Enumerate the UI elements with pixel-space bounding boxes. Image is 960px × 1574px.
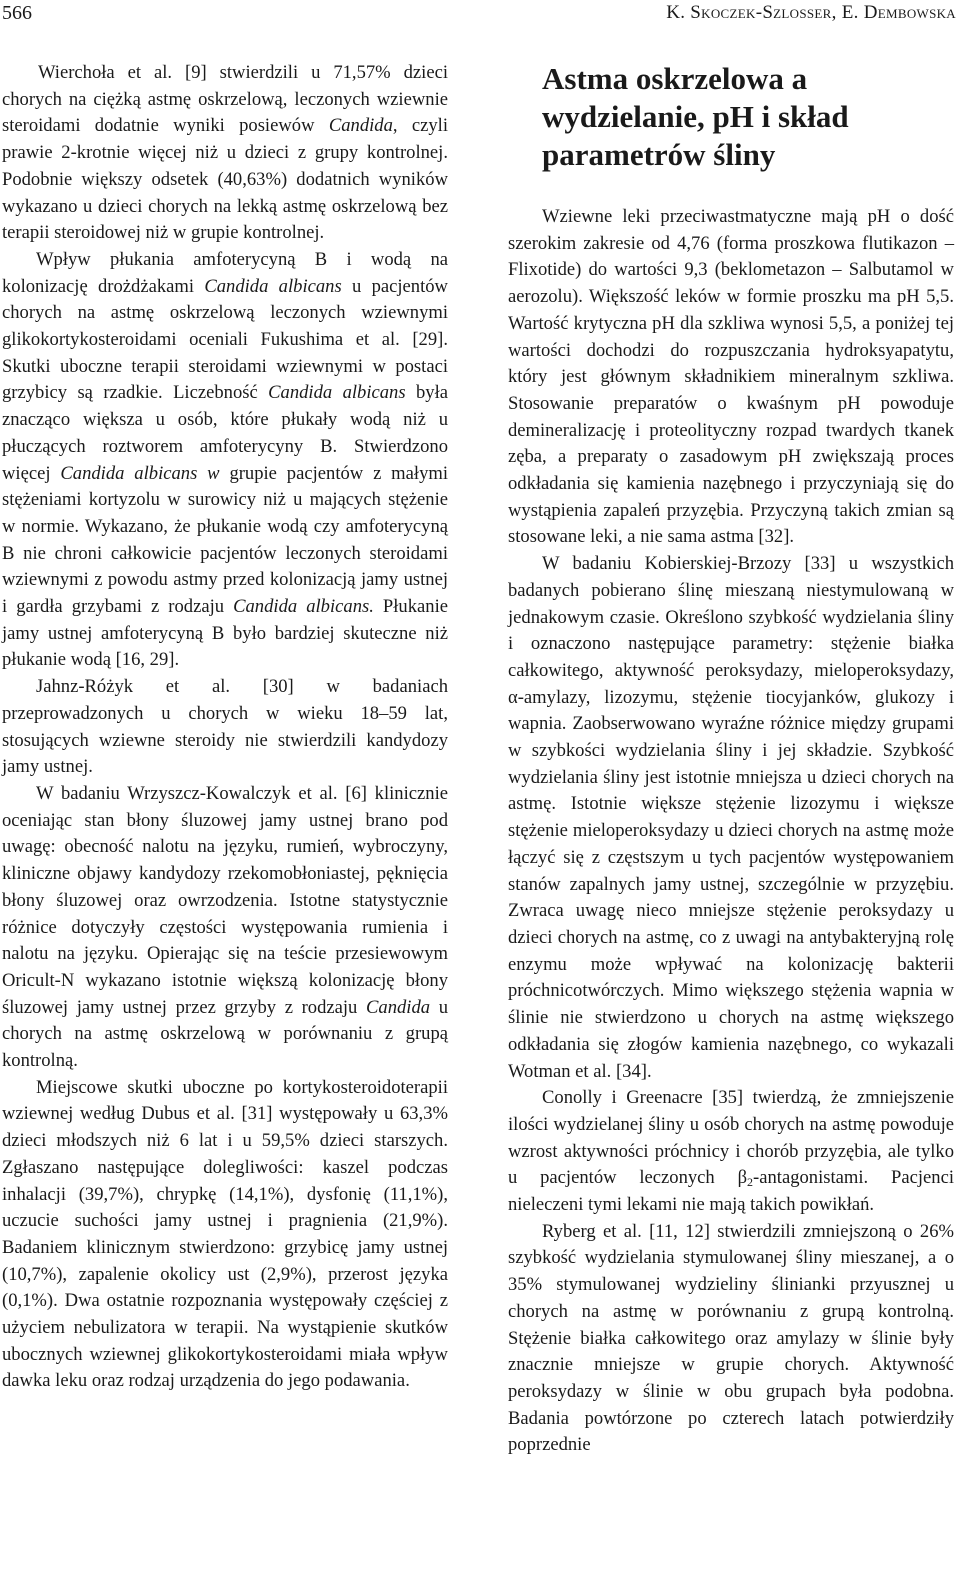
paragraph-conolly-greenacre: Conolly i Greenacre [35] twierdzą, że zmniejszenie ilości wydzielanej śliny u osób chorych na astmę powoduje wzrost aktywności próchnicy i chorób przyzębia, ale tylko u pacjentów leczonych $\beta_2$-antagonistami. Pacjenci nieleczeni tymi lekami nie mają takich powikłań.: [508, 1087, 954, 1216]
paragraph-ryberg: Ryberg et al. [11, 12] stwierdzili zmniejszoną o 26% szybkość wydzielania stymulowanej śliny mieszanej, a o 35% stymulowanej wydzieliny ślinianki przyusznej u chorych na astmę w porównaniu z grupą kontrolną. Stężenie białka całkowitego oraz amylazy w ślinie były znacznie mniejsze w grupie chorych. Aktywność peroksydazy w ślinie w obu grupach była podobna. Badania powtórzone po czterech latach potwierdziły poprzednie: [508, 1220, 954, 1456]
paragraph-wierchola: Wierchoła et al. [9] stwierdzili u 71,57% dzieci chorych na ciężką astmę oskrzelową, leczonych wziewnie steroidami dodatnie wyniki posiewów Candida, czyli prawie 2-krotnie więcej niż u dzieci z grupy kontrolnej. Podobnie większy odsetek (40,63%) dodatnich wyników wykazano u dzieci chorych na lekką astmę oskrzelową bez terapii steroidowej niż w grupie kontrolnej.: [2, 62, 448, 244]
page-number: 566: [2, 2, 32, 24]
paragraph-dubus: Miejscowe skutki uboczne po kortykosteroidoterapii wziewnej według Dubus et al. [31] występowały u 63,3% dzieci młodszych niż 6 lat i u 59,5% dzieci starszych. Zgłaszano następujące dolegliwości: kaszel podczas inhalacji (39,7%), chrypkę (14,1%), dysfonię (11,1%), uczucie suchości jamy ustnej i pragnienia (21,9%). Badaniem klinicznym stwierdzono: grzybicę jamy ustnej (10,7%), zapalenie okolicy ust (2,9%), przerost języka (0,1%). Dwa ostatnie rozpoznania występowały częściej z użyciem nebulizatora w terapii. Na wystąpienie skutków ubocznych wziewnej glikokortykosteroidami miała wpływ dawka leku oraz rodzaj urządzenia do jego podawania.: [2, 1076, 448, 1392]
section-heading: Astma oskrzelowa a wydzielanie, pH i skład parametrów śliny: [542, 61, 849, 172]
running-header: [2, 0, 956, 26]
paragraph-jahnz-rozyk: Jahnz-Różyk et al. [30] w badaniach przeprowadzonych u chorych w wieku 18–59 lat, stosujących wziewne steroidy nie stwierdzili kandydozy jamy ustnej.: [2, 676, 448, 778]
paragraph-fukushima: Wpływ płukania amfoterycyną B i wodą na kolonizację drożdżakami Candida albicans u pacjentów chorych na astmę oskrzelową leczonych wziewnymi glikokortykosteroidami oceniali Fukushima et al. [29]. Skutki uboczne terapii steroidami wziewnymi w postaci grzybicy są rzadkie. Liczebność Candida albicans była znacząco większa u osób, które płukały wodą niż u płuczących roztworem amfoterycyny B. Stwierdzono więcej Candida albicans w grupie pacjentów z małymi stężeniami kortyzolu w surowicy niż u mających stężenie w normie. Wykazano, że płukanie wodą czy amfoterycyną B nie chroni całkowicie pacjentów leczonych steroidami wziewnymi z powodu astmy przed kolonizacją jamy ustnej i gardła grzybami z rodzaju Candida albicans. Płukanie jamy ustnej amfoterycyną B było bardziej skuteczne niż płukanie wodą [16, 29].: [2, 248, 448, 671]
right-column: [508, 60, 954, 1459]
running-header-authors: K. Skoczek-Szlosser, E. Dembowska: [666, 2, 956, 23]
paragraph-kobierska-brzoza: W badaniu Kobierskiej-Brzozy [33] u wszystkich badanych pobierano ślinę mieszaną niestymulowaną w jednakowym czasie. Określono szybkość wydzielania śliny i oznaczono następujące parametry: stężenie białka całkowitego, aktywność peroksydazy, mieloperoksydazy, α-amylazy, lizozymu, stężenie tiocyjanków, glukozy i wapnia. Zaobserwowano wyraźne różnice między grupami w szybkości wydzielania śliny i jej składzie. Szybkość wydzielania śliny jest istotnie mniejsza u dzieci chorych na astmę. Istotnie większe stężenie lizozymu i większe stężenie mieloperoksydazy u dzieci chorych na astmę może łączyć się z częstszym u tych pacjentów występowaniem stanów zapalnych jamy ustnej, szczególnie w przyzębiu. Zwraca uwagę nieco mniejsze stężenie peroksydazy u dzieci chorych na astmę, co z uwagi na antybakteryjną rolę enzymu może wpływać na kolonizację bakterii próchnicotwórczych. Mimo większego stężenia wapnia w ślinie nie stwierdzono u chorych na astmę większego odkładania się złogów kamienia nazębnego, co wykazali Wotman et al. [34].: [508, 553, 954, 1082]
left-column: [2, 60, 448, 1395]
paragraph-wrzyszcz-kowalczyk: W badaniu Wrzyszcz-Kowalczyk et al. [6] klinicznie oceniając stan błony śluzowej jamy ustnej brano pod uwagę: obecność nalotu na języku, rumień, wybroczyny, kliniczne objawy kandydozy rzekomobłoniastej, pęknięcia błony śluzowej oraz owrzodzenia. Istotne statystycznie różnice dotyczyły częstości występowania rumienia i nalotu na języku. Opierając się na teście przesiewowym Oricult-N wykazano istotnie większą kolonizację błony śluzowej jamy ustnej przez grzyby z rodzaju Candida u chorych na astmę oskrzelową w porównaniu z grupą kontrolną.: [2, 782, 448, 1072]
paragraph-inhaled-drugs-ph: Wziewne leki przeciwastmatyczne mają pH o dość szerokim zakresie od 4,76 (forma proszkowa flutikazon – Flixotide) do wartości 9,3 (beklometazon – Salbutamol w aerozolu). Większość leków w formie proszku ma pH 5,5. Wartość krytyczna pH dla szkliwa wynosi 5,5, a poniżej tej wartości dochodzi do rozpuszczania hydroksyapatytu, który jest głównym składnikiem mineralnym szkliwa. Stosowanie preparatów o kwaśnym pH powoduje demineralizację i proteolityczny rozpad twardych tkanek zęba, a preparaty o zasadowym pH zwiększają proces odkładania się kamienia nazębnego i przyczyniają się do wystąpienia zapaleń przyzębia. Przyczyną takich zmian są stosowane leki, a nie sama astma [32].: [508, 206, 954, 548]
